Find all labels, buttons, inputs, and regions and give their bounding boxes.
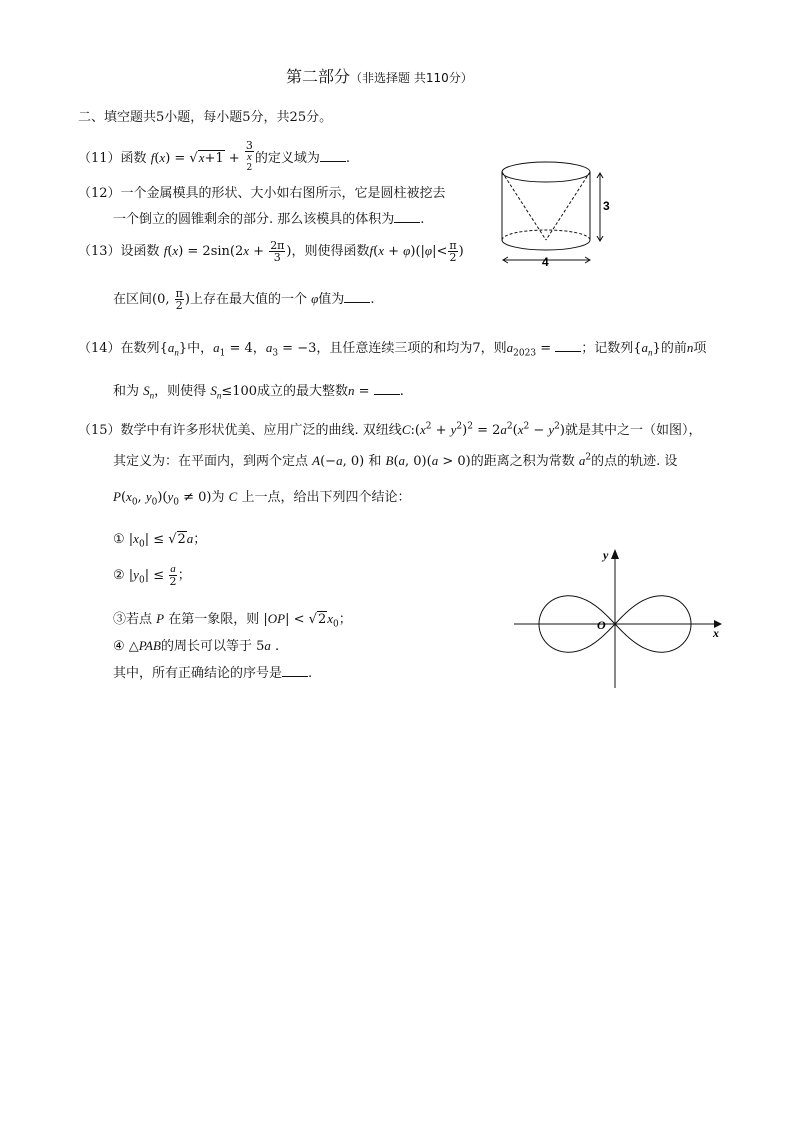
q15-line2-c: 的距离之积为常数 bbox=[470, 454, 575, 469]
answer-blank bbox=[282, 666, 308, 677]
answer-blank bbox=[344, 292, 370, 303]
q15-line3-post: 为 bbox=[211, 490, 225, 505]
q14-t1: 在数列 bbox=[120, 341, 160, 356]
option-4: ④ △PAB的周长可以等于 5a . bbox=[113, 638, 280, 654]
cylinder-bottom-back bbox=[502, 230, 590, 240]
y-axis-label: y bbox=[603, 548, 609, 562]
option-3-pre: ③若点 bbox=[113, 612, 153, 627]
question-12-line2 bbox=[113, 208, 424, 227]
q11-end: . bbox=[345, 150, 350, 166]
q15-line2-d: 的点的轨迹. 设 bbox=[591, 454, 678, 469]
title-subtitle: （非选择题 共110分） bbox=[350, 71, 473, 85]
q12-line2: 一个倒立的圆锥剩余的部分. 那么该模具的体积为 bbox=[113, 212, 395, 227]
option-4-pre: ④ bbox=[113, 639, 125, 654]
q14-t5: 的前 bbox=[660, 341, 687, 356]
option-2: ② $|y_0|$ ≤ $\frac{a}{2}$ ； bbox=[113, 563, 191, 588]
cylinder-figure bbox=[496, 155, 614, 270]
question-15-line2: 其定义为：在平面内，到两个定点 A(−a, 0) 和 B(a, 0)(a > 0)的距离之积为常数 $a^2$的点的轨迹. 设 bbox=[113, 452, 678, 469]
cylinder-top-ellipse bbox=[502, 162, 590, 182]
answer-blank bbox=[394, 212, 420, 223]
q13-formula: f(x) = 2sin(2x + $\frac{2\pi}{3}$ ) bbox=[163, 239, 292, 264]
q11-text-post: 的定义域为 bbox=[254, 150, 320, 166]
question-15-line3: $P(x_0$, $y_0)(y_0 \ne 0)$为 C 上一点，给出下列四个结论： bbox=[113, 489, 411, 508]
question-13: （13）设函数 f(x) = 2sin(2x + $\frac{2\pi}{3}$ )，则使得函数f(x + φ)(|φ|< $\frac{\pi}{2}$ ) bbox=[78, 239, 464, 264]
q14-end: . bbox=[399, 384, 404, 399]
q14-line2-post: 成立的最大整数 bbox=[257, 384, 349, 399]
question-number: （15） bbox=[78, 423, 121, 438]
question-number: （14） bbox=[78, 341, 121, 356]
lemniscate-figure bbox=[512, 545, 727, 691]
q12-line1: 一个金属模具的形状、大小如右图所示，它是圆柱被挖去 bbox=[120, 186, 446, 201]
question-13-line2: 在区间(0, $\frac{\pi}{2}$ )上存在最大值的一个 φ值为 . bbox=[113, 287, 375, 312]
q14-line2-pre: 和为 bbox=[113, 384, 140, 399]
q13-pre: 设函数 bbox=[120, 244, 160, 259]
y-axis-arrow bbox=[611, 549, 619, 559]
q13-line2-mid: 上存在最大值的一个 bbox=[189, 292, 307, 307]
q14-line2-mid: ，则使得 bbox=[154, 384, 207, 399]
question-14-line2: 和为 $S_n$，则使得 $S_n\le 100$成立的最大整数n = . bbox=[113, 383, 404, 401]
answer-blank bbox=[374, 384, 400, 395]
option-3-mid: 在第一象限，则 bbox=[168, 612, 260, 627]
origin-label: O bbox=[597, 618, 606, 632]
option-4-mid: 的周长可以等于 bbox=[160, 639, 252, 654]
q14-t2: 中， bbox=[187, 341, 214, 356]
page-title bbox=[286, 64, 473, 87]
option-1: ① $|x_0| \le √2a$； bbox=[113, 531, 207, 550]
title-main: 第二部分 bbox=[286, 67, 351, 86]
q13-line2-pre: 在区间 bbox=[113, 292, 153, 307]
q13-mid: ，则使得函数 bbox=[291, 244, 370, 259]
question-11: （11）函数 f(x) = √x+1 + 3 x $^2$ 的定义域为 . bbox=[78, 140, 350, 177]
q15-line1-pre: 数学中有许多形状优美、应用广泛的曲线. 双纽线 bbox=[120, 423, 402, 438]
question-number: （12） bbox=[78, 186, 121, 201]
question-15: （15）数学中有许多形状优美、应用广泛的曲线. 双纽线$C:(x^2 + y^2)^2 = 2a^2(x^2 - y^2)$就是其中之一（如图）， bbox=[78, 421, 702, 438]
q15-final-text: 其中，所有正确结论的序号是 bbox=[113, 666, 283, 681]
q11-formula: f bbox=[150, 149, 155, 165]
question-14: （14）在数列$\{a_n\}$中，$a_1 = 4$，$a_3 = -3$，且任意连续三项的和均为7，则$a_{2023}$ = ；记数列$\{a_n\}$的前n项 bbox=[78, 340, 707, 359]
q15-line1-post: 就是其中之一（如图）， bbox=[564, 423, 702, 438]
answer-blank bbox=[320, 151, 346, 162]
q15-line2-b: 和 bbox=[368, 454, 382, 469]
q12-end: . bbox=[420, 212, 425, 227]
x-axis-label: x bbox=[713, 626, 719, 640]
q14-t4: ；记数列 bbox=[581, 341, 634, 356]
option-marker: ② bbox=[113, 568, 125, 583]
section-heading: 二、填空题共5小题，每小题5分，共25分。 bbox=[78, 110, 333, 125]
option-marker: ① bbox=[113, 532, 125, 547]
question-number: （13） bbox=[78, 244, 121, 259]
q15-line2-a: 其定义为：在平面内，到两个定点 bbox=[113, 454, 309, 469]
option-3: ③若点 P 在第一象限，则 $|OP| < √2x_0$； bbox=[113, 611, 352, 630]
diameter-label: 4 bbox=[542, 255, 549, 269]
question-12 bbox=[78, 182, 446, 201]
question-number: （11） bbox=[78, 150, 121, 166]
q13-end: . bbox=[370, 292, 375, 307]
fraction: 3 x $^2$ bbox=[245, 139, 253, 173]
q15-line3-end: 上一点，给出下列四个结论： bbox=[241, 490, 411, 505]
q14-t3: ，且任意连续三项的和均为7，则 bbox=[316, 341, 507, 356]
question-15-final: 其中，所有正确结论的序号是 . bbox=[113, 666, 313, 681]
answer-blank bbox=[555, 341, 581, 352]
q14-t6: 项 bbox=[693, 341, 707, 356]
cylinder-bottom-front bbox=[502, 240, 590, 250]
height-label: 3 bbox=[603, 199, 610, 213]
q13-line2-post: 值为 bbox=[318, 292, 345, 307]
q11-text-pre: 函数 bbox=[120, 150, 147, 166]
